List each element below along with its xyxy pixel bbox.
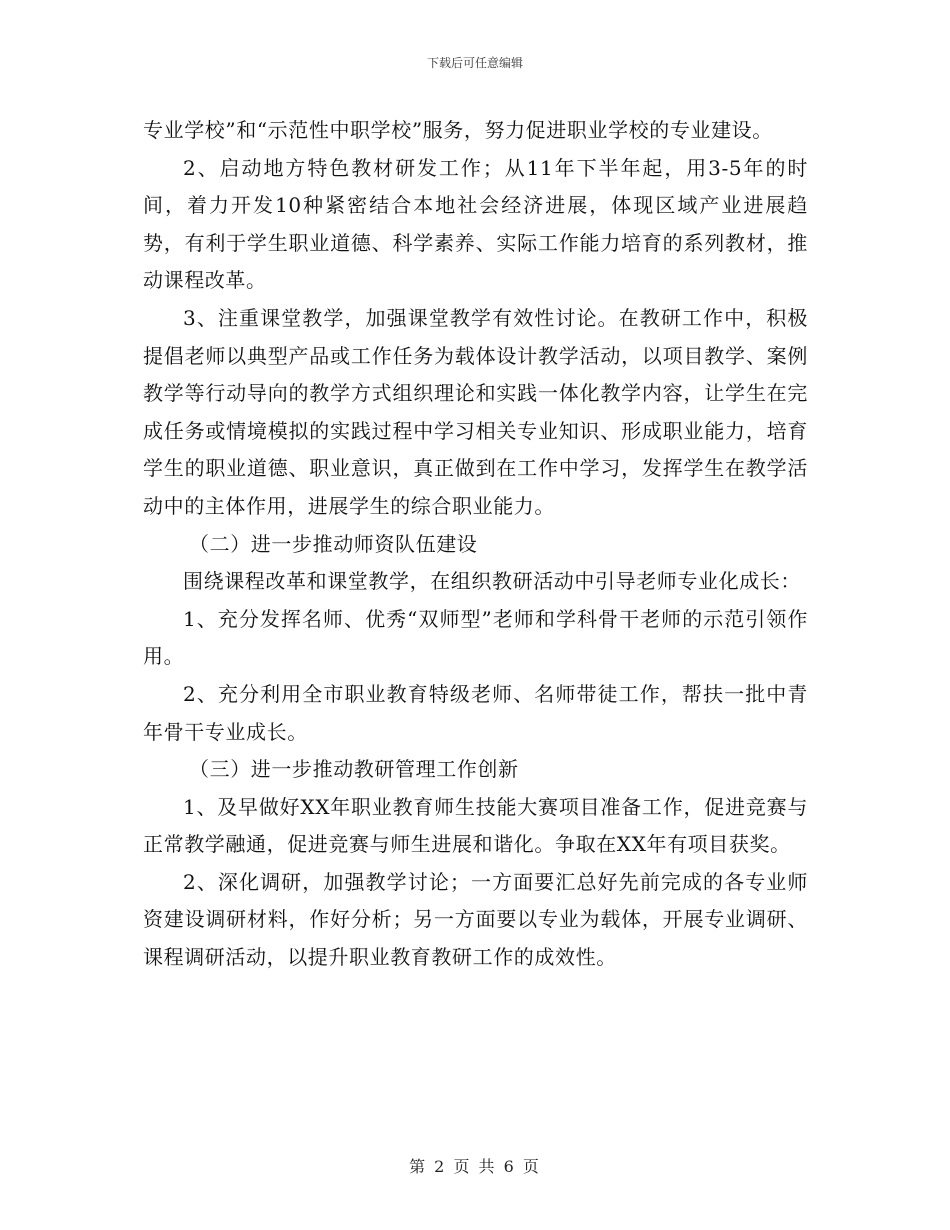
section-heading-2: （二）进一步推动师资队伍建设 xyxy=(189,531,478,556)
document-body xyxy=(143,112,808,977)
section-heading-3: （三）进一步推动教研管理工作创新 xyxy=(189,757,519,782)
paragraph-item-2: 2、启动地方特色教材研发工作；从11年下半年起，用3-5年的时间，着力开发10种紧密结合本地社会经济进展，体现区域产业进展趋势，有利于学生职业道德、科学素养、实际工作能力培育的系列教材，推动课程改革。 xyxy=(143,155,808,293)
paragraph-item-1c: 1、及早做好XX年职业教育师生技能大赛项目准备工作，促进竞赛与正常教学融通，促进竞赛与师生进展和谐化。争取在XX年有项目获奖。 xyxy=(143,794,808,857)
paragraph-continuation: 专业学校”和“示范性中职学校”服务，努力促进职业学校的专业建设。 xyxy=(143,118,773,142)
paragraph-intro: 围绕课程改革和课堂教学，在组织教研活动中引导老师专业化成长： xyxy=(183,569,801,594)
paragraph-item-2b: 2、充分利用全市职业教育特级老师、名师带徒工作，帮扶一批中青年骨干专业成长。 xyxy=(143,681,808,744)
page-number: 第 2 页 共 6 页 xyxy=(409,1157,541,1176)
paragraph-item-3: 3、注重课堂教学，加强课堂教学有效性讨论。在教研工作中，积极提倡老师以典型产品或工作任务为载体设计教学活动，以项目教学、案例教学等行动导向的教学方式组织理论和实践一体化教学内容，让学生在完成任务或情境模拟的实践过程中学习相关专业知识、形成职业能力，培育学生的职业道德、职业意识，真正做到在工作中学习，发挥学生在教学活动中的主体作用，进展学生的综合职业能力。 xyxy=(143,305,808,518)
page-header-note: 下载后可任意编辑 xyxy=(426,56,523,70)
paragraph-item-1: 1、充分发挥名师、优秀“双师型”老师和学科骨干老师的示范引领作用。 xyxy=(143,606,808,669)
paragraph-item-2c: 2、深化调研，加强教学讨论；一方面要汇总好先前完成的各专业师资建设调研材料，作好分析；另一方面要以专业为载体，开展专业调研、课程调研活动，以提升职业教育教研工作的成效性。 xyxy=(143,869,808,970)
